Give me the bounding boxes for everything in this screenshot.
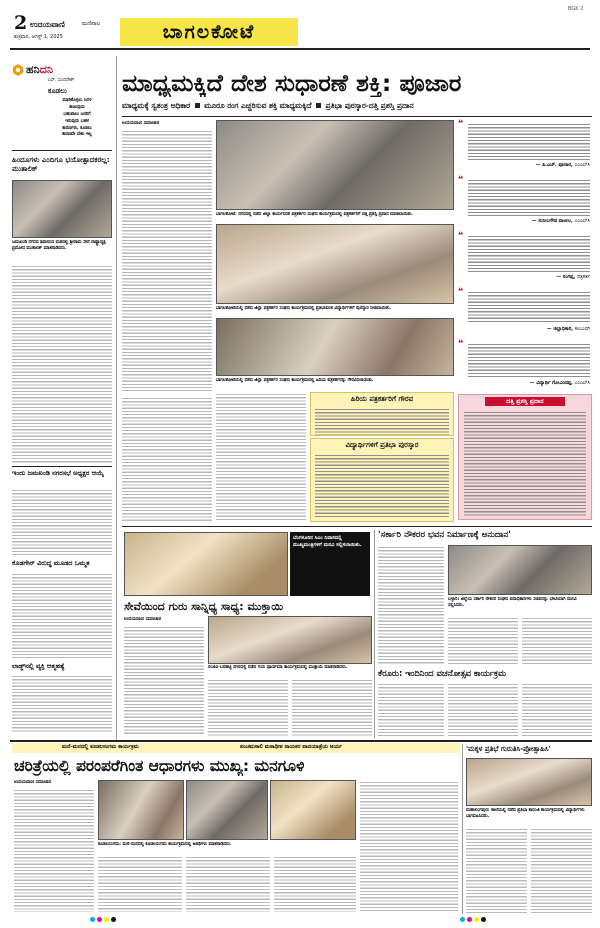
lead-photo-3 [216,318,454,376]
quote-text [468,234,590,272]
lead-subhead [122,101,592,113]
section-rule [122,526,592,527]
middle-photo [208,616,372,664]
quote-block [458,232,592,286]
quote-mark-icon: ❝ [458,175,464,185]
quote-author-role: ಪತ್ರಕರ್ತ [576,275,590,280]
lead-photo-2-caption: ಬಾಗಲಕೋಟೆಯಲ್ಲಿ ನಡೆದ ಜಿಲ್ಲಾ ಪತ್ರಕರ್ತರ ಸಂಘದ ಕಾರ್ಯಕ್ರಮದಲ್ಲಿ ಪ್ರತಿಭಾವಂತ ವಿದ್ಯಾರ್ಥಿಗಳಿಗೆ ಪುರಸ್ಕಾರ ನೀಡಲಾಯಿತು. [216,306,392,311]
poem-line: ಕಾರಣಗಳು, ಕೂಡಲು [62,125,92,131]
right-headline2: ಕೆರೂರು: ಇಂದಿನಿಂದ ವಚನೋತ್ಸವ ಕಾರ್ಯಕ್ರಮ [378,668,506,678]
honor-box [310,392,454,436]
subhead-part: ಮಾಧ್ಯಮಕ್ಕೆ ಸ್ವತಂತ್ರ ಅಧಿಕಾರ [122,101,191,110]
poem-line: ಮಾಡಿಕೊಳ್ಳಲು ಜಗಳ [62,98,92,103]
lead-body-col1 [122,129,212,391]
quote-author-name: ವಿದ್ಯಾರ್ಥಿ ಗೋವಿಂದಪ್ಪ [536,381,571,386]
quote-author-role: ಎಂಎಲ್‌ಸಿ [574,381,590,386]
quote-author: — ಜಿಲ್ಲಾಧಿಕಾರಿ, ಕಲಬುರಗಿ [546,327,590,332]
bottom-photo-3 [270,780,356,840]
quote-author-role: ಎಂಎಲ್‌ಸಿ [574,219,590,224]
subhead-rule [122,116,592,117]
page-code: BGK 2 [568,6,584,12]
right-photo [448,545,592,595]
quote-author-name: ಜಿಲ್ಲಾಧಿಕಾರಿ [553,327,572,332]
bottom-body-col2 [98,855,182,912]
bullet-icon [195,103,200,108]
quote-block [458,176,592,230]
story1-caption: ಜಮಖಂಡಿ ನಗರದ ಶಿವಾನಂದ ಮಠದಲ್ಲಿ ಶ್ರೀರಾಮ ಸೇನೆ ರಾಷ್ಟ್ರಾಧ್ಯಕ್ಷ ಪ್ರಮೋದ ಮುತಾಲಿಕ್ ಮಾತನಾಡಿದರು. [12,240,106,251]
award-box-title-bar [485,397,565,406]
column-rule [374,530,375,738]
bottom-right-headline: 'ಮಕ್ಕಳ ಪ್ರತಿಭೆ ಗುರುತಿಸಿ-ಪ್ರೋತ್ಸಾಹಿಸಿ' [466,745,551,753]
bottom-right-body-col1 [466,827,527,913]
lead-body-col2 [216,392,306,522]
bottom-body-col5 [360,780,458,912]
story4-body [12,674,112,732]
edition: ಮಣಿಪಾಲ [82,21,101,27]
students-box [310,438,454,522]
award-box [458,394,592,520]
color-registration-marks [460,917,488,923]
quote-author: — ಸಂಗಪ್ಪ, ಪತ್ರಕರ್ತ [556,275,590,280]
page-number: 2 [14,12,28,34]
quote-text [468,178,590,216]
byline: ಎಸ್. ಸುಂದರೇಶ್ [48,78,75,83]
bottom-photo-caption: ಕೂಡಲಸಂಗಮ: ಮನೆ-ಮನದಲ್ಲಿ ಕೂಡಲಸಂಗಮ ಕಾರ್ಯಕ್ರಮದಲ್ಲಿ ಅತಿಥಿಗಳು ಮಾತನಾಡಿದರು. [98,842,232,847]
quote-text [468,290,590,324]
right-body-col1 [378,545,444,665]
brand-word: ಹನಿ [26,63,40,76]
middle-photo-caption: ರಬಕವಿ-ಬನಹಟ್ಟಿ ನಗರದಲ್ಲಿ ನಡೆದ ಗುರು ಪೂರ್ಣಿಮಾ ಕಾರ್ಯಕ್ರಮದಲ್ಲಿ ಮುಕ್ತಾಯಿ ಮಾತನಾಡಿದರು. [208,665,348,670]
right-photo-caption: ಬಳ್ಳಾರಿ: ಜಿಲ್ಲೆಯ ಸರ್ಕಾರಿ ನೌಕರರ ಸಂಘದ ಪದಾಧಿಕಾರಿಗಳು ಸಚಿವರನ್ನು ಭೇಟಿಯಾಗಿ ಮನವಿ ಸಲ್ಲಿಸಿದರು. [448,597,577,608]
students-box-body [315,453,449,519]
lead-photo-3-caption: ಬಾಗಲಕೋಟೆಯಲ್ಲಿ ನಡೆದ ಜಿಲ್ಲಾ ಪತ್ರಕರ್ತರ ಸಂಘದ ಕಾರ್ಯಕ್ರಮದಲ್ಲಿ ಹಿರಿಯ ಪತ್ರಕರ್ತರನ್ನು ಗೌರವಿಸಲಾಯಿತು. [216,378,374,383]
middle-headline: ಸೇವೆಯಿಂದ ಗುರು ಸಾನ್ನಿಧ್ಯ ಸಾಧ್ಯ: ಮುಕ್ತಾಯಿ [124,600,284,613]
quote-mark-icon: ❝ [458,119,464,129]
poem-line: ಇರುವುದು ಬಹಳ [65,118,89,124]
bottom-photo-1 [98,780,184,840]
column-rule [116,56,117,740]
story1-photo [12,180,112,238]
lead-photo-2 [216,224,454,304]
quote-author-role: ಎಂಎಲ್‌ಸಿ [574,163,590,168]
award-box-title: ದತ್ತಿ ಪ್ರಶಸ್ತಿ ಪ್ರದಾನ [506,398,544,405]
color-registration-marks [90,917,118,923]
yellow-dot [104,917,109,922]
subhead-part: ಮೂರೂ ರಂಗ ಎಚ್ಚರಿಸುವ ಶಕ್ತಿ ಮಾಧ್ಯಮಕ್ಕಿದೆ [204,101,312,110]
right-body-col3 [522,616,592,666]
subhead-part: ಪ್ರತಿಭಾ ಪುರಸ್ಕಾರ-ದತ್ತಿ ಪ್ರಶಸ್ತಿ ಪ್ರದಾನ [325,101,414,110]
lead-photo-1-caption: ಬಾಗಲಕೋಟೆ: ನಗರದಲ್ಲಿ ನಡೆದ ಜಿಲ್ಲಾ ಕಾರ್ಯನಿರತ ಪತ್ರಕರ್ತರ ಸಂಘದ ಕಾರ್ಯಕ್ರಮದಲ್ಲಿ ಪತ್ರಕರ್ತರಿಗೆ ದತ್ತಿ ಪ್ರಶಸ್ತಿ ಪ್ರದಾನ ಮಾಡಲಾಯಿತು. [216,212,414,217]
divider [12,150,112,151]
right-body2-col2 [448,682,518,736]
students-box-title: ವಿದ್ಯಾರ್ಥಿಗಳಿಗೆ ಪ್ರತಿಭಾ ಪುರಸ್ಕಾರ [345,441,419,449]
quote-author-name: ಸುನೀಲಗೌಡ ಪಾಟೀಲ [538,219,571,224]
kicker-left: ಮನೆ-ಮನದಲ್ಲಿ ಕೂಡಲಸಂಗಮ ಕಾರ್ಯಕ್ರಮ [62,744,139,750]
cyan-dot [460,917,465,922]
column-rule [462,744,463,914]
bottom-dateline: ಉದಯವಾಣಿ ಸಮಾಚಾರ [14,780,52,785]
quote-author: — ಪಿ.ಎಚ್. ಪೂಜಾರ, ಎಂಎಲ್‌ಸಿ [535,163,590,168]
bottom-rule [10,740,592,742]
quote-block [458,340,592,392]
lead-headline: ಮಾಧ್ಯಮಕ್ಕಿದೆ ದೇಶ ಸುಧಾರಣೆ ಶಕ್ತಿ: ಪೂಜಾರ [122,69,462,97]
brand-name [26,63,53,78]
quote-mark-icon: ❝ [458,339,464,349]
yellow-dot [474,917,479,922]
right-body2-col3 [522,682,592,736]
brand-accent: ದನಿ [39,63,53,76]
story1-headline: ಹಿಂದೂಗಳು ಎಂದಿಗೂ ಭಯೋತ್ಪಾದಕರಲ್ಲ: ಮುತಾಲಿಕ್ [12,155,110,174]
lead-photo-1 [216,120,454,210]
left-column [12,56,112,736]
middle-body-col1 [124,625,204,735]
poem [42,98,112,139]
story3-headline: ಕೊಡಗೇನ್ ವಿರುದ್ಧ ಮೂಡದ ಒಮ್ಮತ [12,559,90,567]
black-dot [111,917,116,922]
divider [12,466,112,467]
quotes-column [458,120,592,392]
cm-caption-box [290,532,370,596]
quote-mark-icon: ❝ [458,287,464,297]
poem-line: ಬಹುಪಾಲು ಜನರಿಗೆ [63,111,91,117]
bottom-right-photo [466,758,592,806]
lead-dateline: ಉದಯವಾಣಿ ಸಮಾಚಾರ [122,121,160,126]
cyan-dot [90,917,95,922]
middle-body-col2 [208,678,288,736]
bottom-kicker-bar [12,743,460,753]
bottom-body-col4 [274,855,356,912]
cm-photo [124,532,288,596]
right-headline: 'ಸರ್ಕಾರಿ ನೌಕರರ ಭವನ ನಿರ್ಮಾಣಕ್ಕೆ ಅನುದಾನ' [378,530,511,540]
story1-body [12,264,112,464]
bottom-body-col3 [186,855,270,912]
poem-line: ಕಾಣುವುದು [69,104,85,110]
quote-author: — ಸುನೀಲಗೌಡ ಪಾಟೀಲ, ಎಂಎಲ್‌ಸಿ [531,219,590,224]
honeycomb-icon [12,64,24,76]
award-box-body [464,410,586,516]
bottom-photo-2 [186,780,268,840]
honor-box-title: ಹಿರಿಯ ಪತ್ರಕರ್ತರಿಗೆ ಗೌರವ [350,395,414,403]
story3-body [12,572,112,658]
masthead-rule [10,48,590,50]
kicker-right: ಪಂಚಮಸಾಲಿ ಮಠಾಧೀಶ ನಾಯಕರ ಪಾದಯಾತ್ರೆಯ ಆರ್ಯ [240,744,342,750]
quote-mark-icon: ❝ [458,231,464,241]
bullet-icon [316,103,321,108]
lead-body-col1b [122,396,212,522]
bottom-headline: ಚರಿತ್ರೆಯಲ್ಲಿ ಪರಂಪರೆಗಿಂತ ಆಧಾರಗಳು ಮುಖ್ಯ: ಮನಗೂಳಿ [14,757,305,775]
story4-headline: ಲಾಡ್ಜ್‌ನಲ್ಲಿ ವ್ಯಕ್ತಿ ಆತ್ಮಹತ್ಯೆ [12,662,65,670]
quote-text [468,122,590,160]
cm-caption: ಬೆಂಗಳೂರಿನ ಸಿಎಂ ನಿವಾಸದಲ್ಲಿ ಮುಖ್ಯಮಂತ್ರಿಗಳಿಗೆ ಮನವಿ ಸಲ್ಲಿಸಲಾಯಿತು. [293,535,362,548]
story2-body [12,488,112,556]
middle-body-col3 [292,678,372,736]
quote-author-name: ಸಂಗಪ್ಪ [562,275,574,280]
quote-block [458,120,592,174]
section-banner [120,18,298,46]
poem-title: ಕೂಡಲು [48,87,67,95]
quote-author-name: ಪಿ.ಎಚ್. ಪೂಜಾರ [542,163,571,168]
poem-line: ಕಾರಣವೇ ಬೇಕು ಇಲ್ಲ [62,132,92,138]
right-body2-col1 [378,682,444,736]
magenta-dot [467,917,472,922]
quote-block [458,288,592,338]
bottom-body-col1 [14,788,94,912]
quote-text [468,342,590,378]
right-body-col2 [448,616,518,666]
date: ಶುಕ್ರವಾರ, ಆಗಸ್ಟ್ 1, 2025 [14,34,63,40]
section-title: ಬಾಗಲಕೋಟೆ [162,21,256,43]
paper-name: ಉದಯವಾಣಿ [30,20,65,29]
quote-author: — ವಿದ್ಯಾರ್ಥಿ ಗೋವಿಂದಪ್ಪ, ಎಂಎಲ್‌ಸಿ [529,381,590,386]
magenta-dot [97,917,102,922]
black-dot [481,917,486,922]
bottom-right-body-col2 [531,827,592,913]
bottom-right-caption: ಮಹಾಲಿಂಗಪುರ: ಶಾಲೆಯಲ್ಲಿ ನಡೆದ ಪ್ರತಿಭಾ ಕಾರಂಜಿ ಕಾರ್ಯಕ್ರಮದಲ್ಲಿ ವಿದ್ಯಾರ್ಥಿಗಳು ಭಾಗವಹಿಸಿದರು. [466,808,585,819]
quote-author-role: ಕಲಬುರಗಿ [574,327,590,332]
story2-headline: ಇಂದು ಜಮಖಂಡಿ ನಗರಸಭೆ ಅಧ್ಯಕ್ಷರ ಆಯ್ಕೆ [12,469,104,477]
middle-dateline: ಉದಯವಾಣಿ ಸಮಾಚಾರ [124,617,162,622]
honor-box-body [315,407,449,435]
